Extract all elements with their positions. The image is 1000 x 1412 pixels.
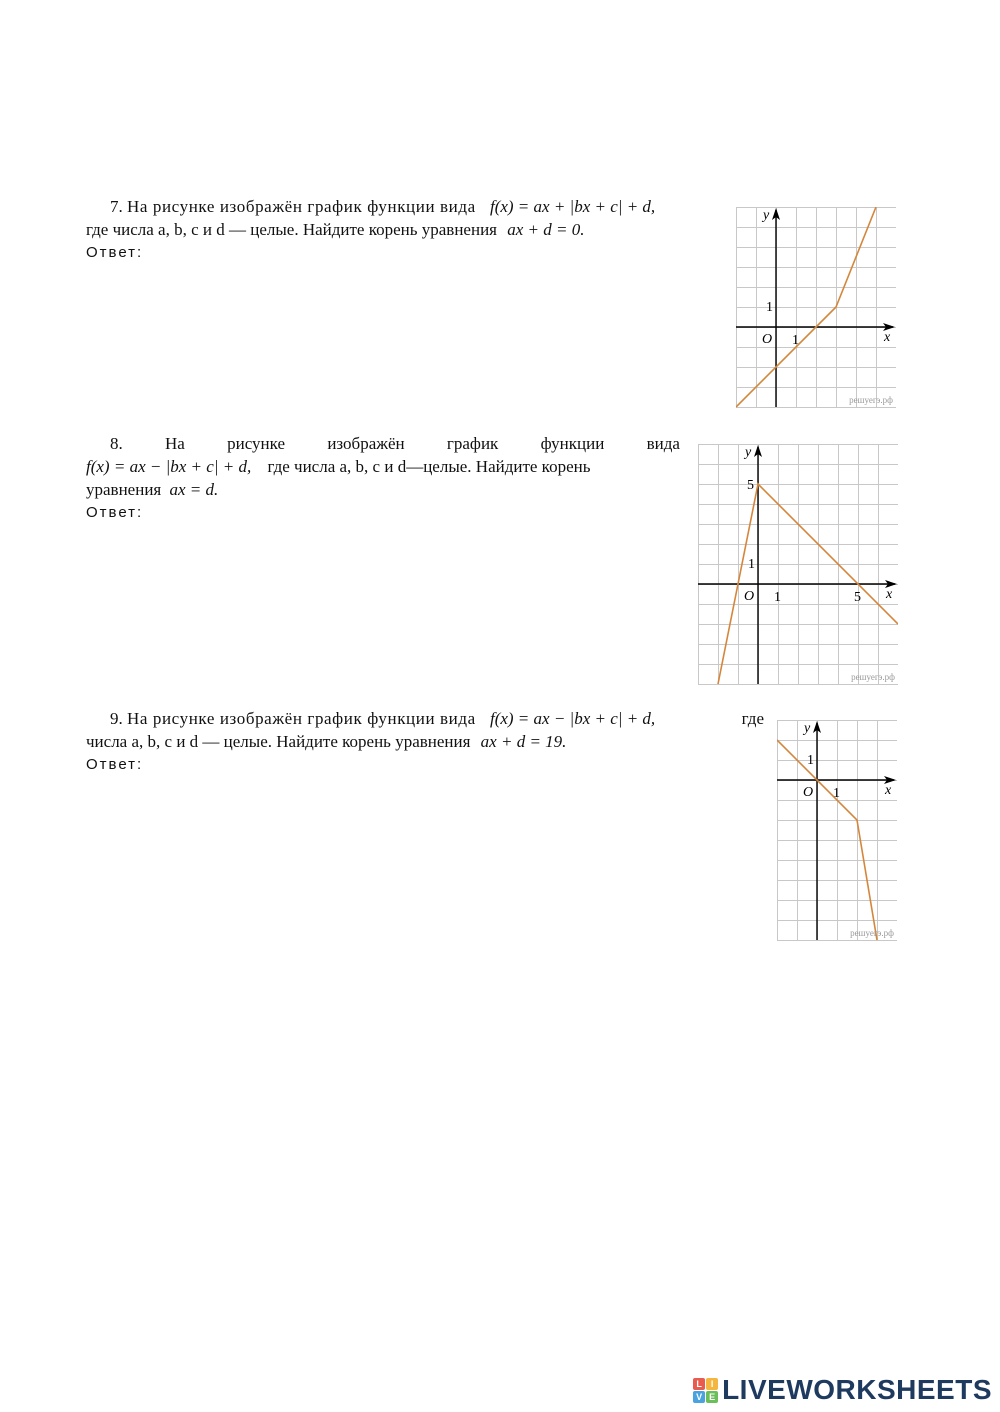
problem-lead-end: где bbox=[741, 709, 764, 728]
x-unit-label: 1 bbox=[774, 590, 781, 605]
y-axis-label: y bbox=[763, 208, 770, 223]
logo-letter: E bbox=[706, 1391, 718, 1403]
lead-word: рисунке bbox=[227, 434, 286, 453]
answer-label: Ответ: bbox=[86, 756, 144, 773]
problem-equation: ax = d. bbox=[169, 480, 219, 499]
x-axis-label: x bbox=[885, 783, 892, 798]
y-tick-label: 5 bbox=[747, 478, 754, 493]
problem-8-line-3 bbox=[86, 478, 680, 501]
graph-problem-8 bbox=[698, 444, 898, 685]
problem-text: уравнения bbox=[86, 480, 162, 499]
problem-7-line-2 bbox=[86, 218, 716, 241]
problem-text: где числа a, b, c и d — целые. Найдите корень уравнения bbox=[86, 220, 497, 239]
problem-8-line-1 bbox=[86, 432, 680, 455]
x-unit-label: 1 bbox=[792, 333, 799, 348]
lead-word: график bbox=[446, 434, 499, 453]
lead-word: изображён bbox=[327, 434, 405, 453]
liveworksheets-logo bbox=[693, 1374, 992, 1406]
logo-letter: V bbox=[693, 1391, 705, 1403]
logo-mark-icon bbox=[693, 1378, 718, 1403]
origin-label: O bbox=[803, 785, 814, 800]
x-unit-label: 1 bbox=[833, 786, 840, 801]
problem-formula: f(x) = ax + |bx + c| + d, bbox=[489, 197, 656, 216]
answer-label: Ответ: bbox=[86, 504, 144, 521]
y-unit-label: 1 bbox=[766, 300, 773, 315]
problem-number: 9. bbox=[110, 709, 123, 728]
y-axis-label: y bbox=[804, 721, 811, 736]
problem-number: 7. bbox=[110, 197, 123, 216]
problem-8-line-2 bbox=[86, 455, 680, 478]
problem-formula: f(x) = ax − |bx + c| + d, bbox=[489, 709, 656, 728]
problem-9-line-1 bbox=[86, 707, 764, 730]
problem-9-line-2 bbox=[86, 730, 766, 753]
problem-lead: На рисунке изображён график функции вида bbox=[127, 197, 476, 216]
brand-name: LIVEWORKSHEETS bbox=[722, 1374, 992, 1405]
problem-equation: ax + d = 0. bbox=[507, 220, 585, 239]
problem-formula: f(x) = ax − |bx + c| + d, bbox=[86, 457, 252, 476]
problem-text: числа a, b, c и d — целые. Найдите корень уравнения bbox=[86, 732, 471, 751]
watermark: решуегэ.рф bbox=[850, 928, 894, 938]
y-unit-label: 1 bbox=[807, 753, 814, 768]
x-axis-label: x bbox=[884, 330, 891, 345]
problem-9 bbox=[86, 707, 766, 776]
logo-letter: L bbox=[693, 1378, 705, 1390]
problem-8 bbox=[86, 432, 680, 524]
lead-word: функции bbox=[540, 434, 605, 453]
x-axis-label: x bbox=[886, 587, 893, 602]
logo-letter: I bbox=[706, 1378, 718, 1390]
problem-number: 8. bbox=[110, 434, 123, 453]
problem-7-line-1 bbox=[86, 195, 716, 218]
x-tick-label: 5 bbox=[854, 590, 861, 605]
problem-equation: ax + d = 19. bbox=[480, 732, 567, 751]
watermark: решуегэ.рф bbox=[851, 672, 895, 682]
graph-problem-9 bbox=[777, 720, 897, 941]
origin-label: O bbox=[744, 589, 755, 604]
answer-label: Ответ: bbox=[86, 244, 144, 261]
lead-word: На bbox=[165, 434, 185, 453]
problem-7 bbox=[86, 195, 716, 264]
origin-label: O bbox=[762, 332, 773, 347]
lead-word: вида bbox=[646, 434, 680, 453]
y-axis-label: y bbox=[745, 445, 752, 460]
y-unit-label: 1 bbox=[748, 557, 755, 572]
watermark: решуегэ.рф bbox=[849, 395, 893, 405]
graph-problem-7 bbox=[736, 207, 896, 408]
problem-lead: На рисунке изображён график функции вида bbox=[127, 709, 476, 728]
problem-text: где числа a, b, c и d—целые. Найдите корень bbox=[267, 457, 591, 476]
